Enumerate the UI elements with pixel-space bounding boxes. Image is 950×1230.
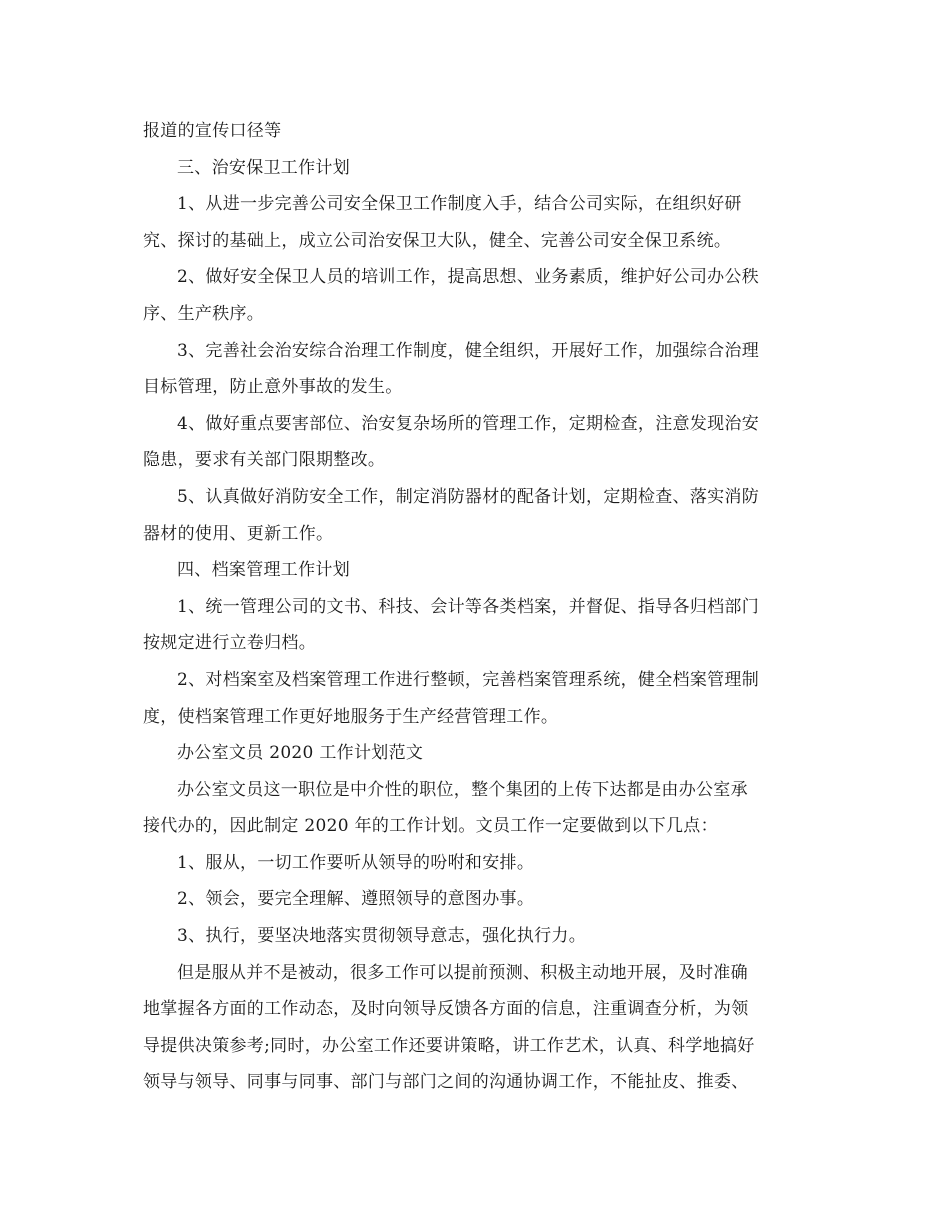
document-body [143,113,813,1101]
text-line: 5、认真做好消防安全工作，制定消防器材的配备计划，定期检查、落实消防 [177,486,760,507]
text-line: 接代办的，因此制定 2020 年的工作计划。文员工作一定要做到以下几点： [143,816,718,837]
text-line: 序、生产秩序。 [143,303,265,324]
paragraph [143,406,813,479]
text-line: 四、档案管理工作计划 [177,560,350,581]
paragraph [143,772,813,845]
text-line: 2、做好安全保卫人员的培训工作，提高思想、业务素质，维护好公司办公秩 [177,267,760,288]
text-line: 3、执行，要坚决地落实贯彻领导意志，强化执行力。 [177,926,587,947]
text-line: 领导与领导、同事与同事、部门与部门之间的沟通协调工作，不能扯皮、推委、 [143,1072,749,1093]
paragraph [143,150,813,187]
text-line: 但是服从并不是被动，很多工作可以提前预测、积极主动地开展，及时准确 [177,962,748,983]
paragraph [143,845,813,882]
text-line: 度，使档案管理工作更好地服务于生产经营管理工作。 [143,706,559,727]
text-line: 办公室文员 2020 工作计划范文 [177,743,424,764]
text-line: 报道的宣传口径等 [143,121,282,141]
paragraph [143,955,813,1101]
text-line: 1、从进一步完善公司安全保卫工作制度入手，结合公司实际，在组织好研 [177,194,742,215]
text-line: 隐患，要求有关部门限期整改。 [143,450,386,471]
text-line: 2、领会，要完全理解、遵照领导的意图办事。 [177,889,535,910]
text-line: 4、做好重点要害部位、治安复杂场所的管理工作，定期检查，注意发现治安 [177,413,760,434]
paragraph [143,113,813,150]
text-line: 三、治安保卫工作计划 [177,157,350,178]
text-line: 究、探讨的基础上，成立公司治安保卫大队，健全、完善公司安全保卫系统。 [143,230,732,251]
text-line: 目标管理，防止意外事故的发生。 [143,377,403,398]
text-line: 1、服从，一切工作要听从领导的吩咐和安排。 [177,852,535,873]
text-line: 器材的使用、更新工作。 [143,523,334,544]
text-line: 1、统一管理公司的文书、科技、会计等各类档案，并督促、指导各归档部门 [177,596,760,617]
paragraph [143,552,813,589]
paragraph [143,881,813,918]
paragraph [143,186,813,259]
paragraph [143,479,813,552]
text-line: 导提供决策参考;同时，办公室工作还要讲策略，讲工作艺术，认真、科学地搞好 [143,1035,755,1056]
paragraph [143,735,813,772]
paragraph [143,589,813,662]
text-line: 2、对档案室及档案管理工作进行整顿，完善档案管理系统，健全档案管理制 [177,669,760,690]
text-line: 办公室文员这一职位是中介性的职位，整个集团的上传下达都是由办公室承 [177,779,748,800]
text-line: 3、完善社会治安综合治理工作制度，健全组织，开展好工作，加强综合治理 [177,340,760,361]
paragraph [143,259,813,332]
paragraph [143,918,813,955]
text-line: 按规定进行立卷归档。 [143,633,316,654]
paragraph [143,662,813,735]
text-line: 地掌握各方面的工作动态，及时向领导反馈各方面的信息，注重调查分析，为领 [143,999,749,1020]
paragraph [143,333,813,406]
